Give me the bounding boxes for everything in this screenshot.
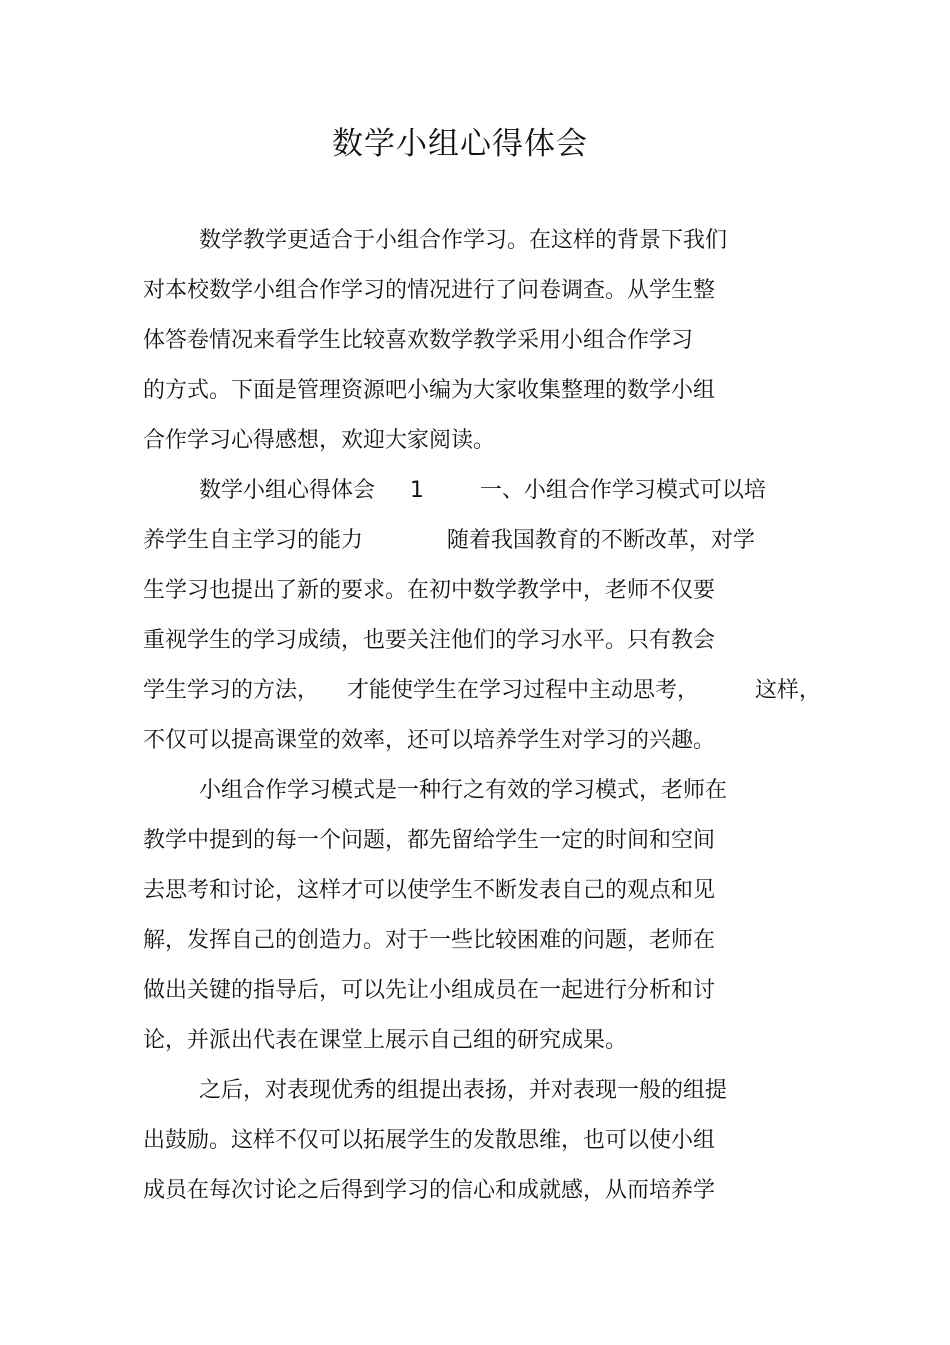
body-line-6: 数学小组心得体会 1 一、小组合作学习模式可以培 [143,478,766,503]
body-line-14: 去思考和讨论，这样才可以使学生不断发表自己的观点和见 [143,878,716,903]
body-line-5: 合作学习心得感想，欢迎大家阅读。 [143,428,496,453]
body-line-18: 之后，对表现优秀的组提出表扬，并对表现一般的组提 [143,1078,727,1103]
body-line-15: 解，发挥自己的创造力。对于一些比较困难的问题，老师在 [143,928,716,953]
body-line-8: 生学习也提出了新的要求。在初中数学教学中，老师不仅要 [143,578,716,603]
body-line-13: 教学中提到的每一个问题，都先留给学生一定的时间和空间 [143,828,716,853]
body-line-3: 体答卷情况来看学生比较喜欢数学教学采用小组合作学习 [143,328,694,353]
body-line-9: 重视学生的学习成绩，也要关注他们的学习水平。只有教会 [143,628,716,653]
document-title: 数学小组心得体会 [332,126,588,162]
body-line-7: 养学生自主学习的能力 随着我国教育的不断改革，对学 [143,528,755,553]
body-line-20: 成员在每次讨论之后得到学习的信心和成就感，从而培养学 [143,1178,716,1203]
body-line-4: 的方式。下面是管理资源吧小编为大家收集整理的数学小组 [143,378,716,403]
body-line-11: 不仅可以提高课堂的效率，还可以培养学生对学习的兴趣。 [143,728,716,753]
body-line-12: 小组合作学习模式是一种行之有效的学习模式，老师在 [143,778,727,803]
body-line-10: 学生学习的方法， 才能使学生在学习过程中主动思考， 这样， [143,678,821,703]
body-line-2: 对本校数学小组合作学习的情况进行了问卷调查。从学生整 [143,278,716,303]
body-line-17: 论，并派出代表在课堂上展示自己组的研究成果。 [143,1028,628,1053]
body-line-19: 出鼓励。这样不仅可以拓展学生的发散思维，也可以使小组 [143,1128,716,1153]
body-line-1: 数学教学更适合于小组合作学习。在这样的背景下我们 [143,228,727,253]
body-line-16: 做出关键的指导后，可以先让小组成员在一起进行分析和讨 [143,978,716,1003]
